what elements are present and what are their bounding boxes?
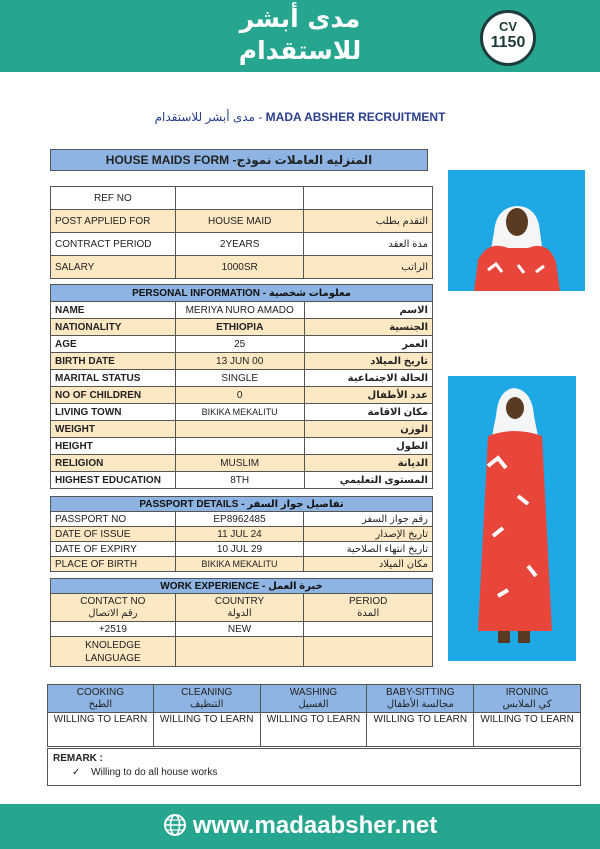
knoledge-line2: LANGUAGE [85, 652, 141, 664]
footer-url-row [0, 812, 600, 840]
header-title-line2: للاستقدام [238, 36, 362, 65]
brand-line [0, 110, 600, 124]
passport-row [51, 542, 433, 557]
skill-level: WILLING TO LEARN [153, 713, 260, 747]
globe-icon [163, 813, 187, 837]
personal-heading: PERSONAL INFORMATION - معلومات شخصية [51, 285, 433, 302]
website-link[interactable]: www.madaabsher.net [192, 812, 438, 839]
cv-number: 1150 [490, 34, 526, 51]
brand-english: MADA ABSHER RECRUITMENT [265, 110, 446, 124]
personal-row [51, 438, 433, 455]
passport-row [51, 557, 433, 572]
personal-value: 0 [175, 387, 304, 404]
passport-value: 10 JUL 29 [175, 542, 304, 557]
personal-row [51, 421, 433, 438]
cv-badge [480, 10, 536, 66]
work-col-period [304, 594, 433, 622]
skill-ar: كي الملابس [502, 698, 552, 710]
work-col-contact [51, 594, 176, 622]
job-label-ar: مدة العقد [304, 233, 433, 256]
work-period [304, 622, 433, 637]
personal-value: BIKIKA MEKALITU [175, 404, 304, 421]
skill-baby-sitting [367, 685, 474, 713]
personal-label: BIRTH DATE [51, 353, 176, 370]
skill-ar: مجالسة الأطفال [386, 698, 454, 710]
job-label-ar: الراتب [304, 256, 433, 279]
knoledge-row [51, 637, 433, 667]
remark-text: Willing to do all house works [91, 767, 218, 778]
personal-value: 13 JUN 00 [175, 353, 304, 370]
skill-en: COOKING [76, 686, 125, 698]
passport-label: PLACE OF BIRTH [51, 557, 176, 572]
passport-value: BIKIKA MEKALITU [175, 557, 304, 572]
personal-label: RELIGION [51, 455, 176, 472]
cv-label: CV [498, 19, 518, 34]
passport-label: PASSPORT NO [51, 512, 176, 527]
skill-level: WILLING TO LEARN [367, 713, 474, 747]
skill-level: WILLING TO LEARN [474, 713, 581, 747]
job-value [175, 187, 304, 210]
passport-row [51, 512, 433, 527]
skill-en: BABY-SITTING [386, 686, 455, 698]
passport-label-ar: رقم جواز السفر [304, 512, 433, 527]
job-row-ref [51, 187, 433, 210]
full-body-figure [448, 376, 576, 661]
skill-en: IRONING [505, 686, 549, 698]
personal-label: NAME [51, 302, 176, 319]
skill-cooking [48, 685, 154, 713]
skill-ar: الغسيل [298, 698, 329, 710]
personal-label-ar: مكان الاقامة [304, 404, 432, 421]
personal-row [51, 404, 433, 421]
work-contact: +2519 [51, 622, 176, 637]
personal-value: MERIYA NURO AMADO [175, 302, 304, 319]
skill-en: CLEANING [181, 686, 233, 698]
work-heading-row [51, 579, 433, 594]
personal-row [51, 370, 433, 387]
job-value: HOUSE MAID [175, 210, 304, 233]
personal-row [51, 455, 433, 472]
knoledge-value [175, 637, 304, 667]
personal-label: AGE [51, 336, 176, 353]
personal-label-ar: الحالة الاجتماعية [304, 370, 432, 387]
brand-dash: - [254, 110, 266, 124]
skill-washing [260, 685, 367, 713]
skill-cleaning [153, 685, 260, 713]
personal-label: HEIGHT [51, 438, 176, 455]
work-col-contact-en: CONTACT NO [80, 595, 146, 607]
personal-label: LIVING TOWN [51, 404, 176, 421]
personal-label: NATIONALITY [51, 319, 176, 336]
skill-ironing [474, 685, 581, 713]
job-row-salary [51, 256, 433, 279]
job-table [50, 186, 433, 279]
photo-portrait [448, 170, 585, 291]
personal-value: 25 [175, 336, 304, 353]
header-title-line1: مدى أبشر [239, 4, 361, 33]
job-label: CONTRACT PERIOD [51, 233, 176, 256]
job-label: SALARY [51, 256, 176, 279]
photo-full-body [448, 376, 576, 661]
job-label-ar: التقدم بطلب [304, 210, 433, 233]
personal-row [51, 353, 433, 370]
personal-label-ar: الطول [304, 438, 432, 455]
work-col-country-ar: الدولة [227, 607, 252, 619]
work-columns-row [51, 594, 433, 622]
personal-label: MARITAL STATUS [51, 370, 176, 387]
personal-label-ar: العمر [304, 336, 432, 353]
personal-label-ar: عدد الأطفال [304, 387, 432, 404]
personal-row [51, 302, 433, 319]
skills-table [47, 684, 581, 747]
passport-label-ar: تاريخ الإصدار [304, 527, 433, 542]
remark-box [47, 748, 581, 786]
work-col-period-en: PERIOD [349, 595, 388, 607]
skill-level: WILLING TO LEARN [48, 713, 154, 747]
personal-value: SINGLE [175, 370, 304, 387]
personal-value: ETHIOPIA [175, 319, 304, 336]
skill-level: WILLING TO LEARN [260, 713, 367, 747]
personal-label-ar: الوزن [304, 421, 432, 438]
passport-value: 11 JUL 24 [175, 527, 304, 542]
passport-label: DATE OF ISSUE [51, 527, 176, 542]
passport-heading: PASSPORT DETAILS - تفاصيل جواز السفر [51, 497, 433, 512]
work-col-country [175, 594, 304, 622]
work-col-contact-ar: رقم الاتصال [88, 607, 138, 619]
personal-label-ar: الجنسية [304, 319, 432, 336]
personal-row [51, 472, 433, 489]
personal-label-ar: المستوى التعليمي [304, 472, 432, 489]
personal-row [51, 336, 433, 353]
knoledge-line1: KNOLEDGE [85, 639, 141, 651]
skills-heading-row [48, 685, 581, 713]
work-col-country-en: COUNTRY [214, 595, 265, 607]
personal-label: NO OF CHILDREN [51, 387, 176, 404]
personal-label: WEIGHT [51, 421, 176, 438]
check-icon: ✓ [72, 767, 81, 778]
job-row-contract [51, 233, 433, 256]
personal-heading-row [51, 285, 433, 302]
remark-item [72, 767, 580, 778]
personal-value: MUSLIM [175, 455, 304, 472]
knoledge-value-2 [304, 637, 433, 667]
passport-row [51, 527, 433, 542]
form-title: HOUSE MAIDS FORM -المنزليه العاملات نموذج [50, 149, 428, 171]
personal-label: HIGHEST EDUCATION [51, 472, 176, 489]
skills-level-row [48, 713, 581, 747]
work-row [51, 622, 433, 637]
personal-label-ar: الديانة [304, 455, 432, 472]
personal-label-ar: تاريخ الميلاد [304, 353, 432, 370]
job-value: 1000SR [175, 256, 304, 279]
work-table [50, 578, 433, 667]
personal-value [175, 438, 304, 455]
work-col-period-ar: المدة [357, 607, 380, 619]
passport-label: DATE OF EXPIRY [51, 542, 176, 557]
passport-value: EP8962485 [175, 512, 304, 527]
skill-en: WASHING [289, 686, 338, 698]
personal-label-ar: الاسم [304, 302, 432, 319]
job-label-ar [304, 187, 433, 210]
job-label: REF NO [51, 187, 176, 210]
skill-ar: الطبخ [88, 698, 113, 710]
work-country: NEW [175, 622, 304, 637]
brand-arabic: مدى أبشر للاستقدام [154, 110, 255, 124]
passport-label-ar: تاريخ انتهاء الصلاحية [304, 542, 433, 557]
personal-row [51, 387, 433, 404]
personal-value: 8TH [175, 472, 304, 489]
personal-row [51, 319, 433, 336]
job-value: 2YEARS [175, 233, 304, 256]
job-row-post [51, 210, 433, 233]
work-heading: WORK EXPERIENCE - خبرة العمل [51, 579, 433, 594]
passport-label-ar: مكان الميلاد [304, 557, 433, 572]
passport-table [50, 496, 433, 572]
skill-ar: التنظيف [189, 698, 224, 710]
knoledge-label [51, 637, 176, 667]
personal-value [175, 421, 304, 438]
personal-table [50, 284, 433, 489]
remark-label: REMARK : [53, 753, 103, 764]
portrait-figure [448, 170, 585, 291]
job-label: POST APPLIED FOR [51, 210, 176, 233]
passport-heading-row [51, 497, 433, 512]
